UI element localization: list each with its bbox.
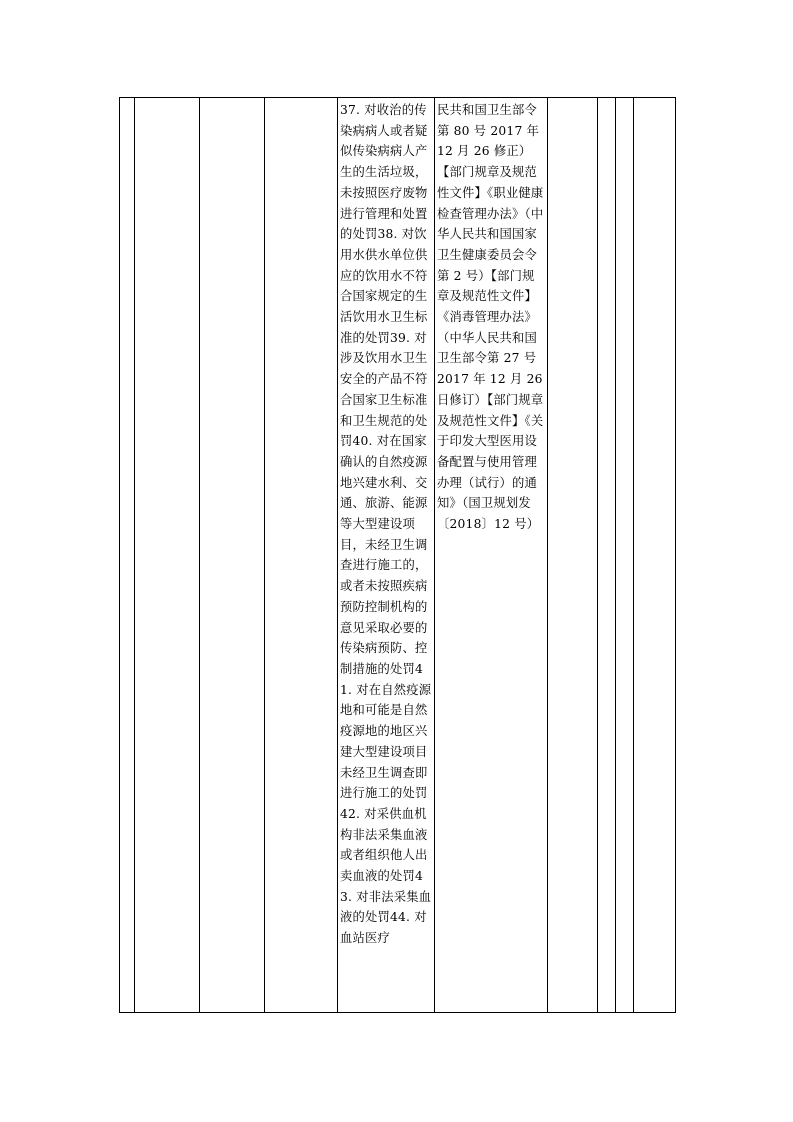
table-cell-remarks (634, 98, 676, 1013)
table-cell-subject (548, 98, 598, 1013)
table-cell-category (135, 98, 200, 1013)
table-cell-name (265, 98, 338, 1013)
table-cell-index (120, 98, 135, 1013)
document-table (119, 97, 676, 1013)
punishment-items-text: 37. 对收治的传染病病人或者疑似传染病病人产生的生活垃圾，未按照医疗废物进行管理和处置的处罚38. 对饮用水供水单位供应的饮用水不符合国家规定的生活饮用水卫生标准的处罚39. 对涉及饮用水卫生安全的产品不符合国家卫生标准和卫生规范的处罚40. 对在国家确认的自然疫源地兴建水利、交通、旅游、能源等大型建设项目，未经卫生调查进行施工的，或者未按照疾病预防控制机构的意见采取必要的传染病预防、控制措施的处罚41. 对在自然疫源地和可能是自然疫源地的地区兴建大型建设项目未经卫生调查即进行施工的处罚42. 对采供血机构非法采集血液或者组织他人出卖血液的处罚43. 对非法采集血液的处罚44. 对血站医疗 (340, 103, 432, 946)
table-cell-legal-basis (435, 98, 548, 1013)
table-cell-code (200, 98, 265, 1013)
table-cell-extra-2 (616, 98, 634, 1013)
table-row (120, 98, 676, 1013)
legal-basis-text: 民共和国卫生部令第 80 号 2017 年 12 月 26 修正）【部门规章及规范性文件】《职业健康检查管理办法》（中华人民共和国国家卫生健康委员会令第 2 号）【部门规章及规范性文件】《消毒管理办法》（中华人民共和国卫生部令第 27 号 2017 年 12 月 26 日修订）【部门规章及规范性文件】《关于印发大型医用设备配置与使用管理办理（试行）的通知》（国卫规划发〔2018〕12 号） (437, 103, 544, 532)
table-cell-extra-1 (598, 98, 616, 1013)
table-cell-punishment-items (338, 98, 435, 1013)
